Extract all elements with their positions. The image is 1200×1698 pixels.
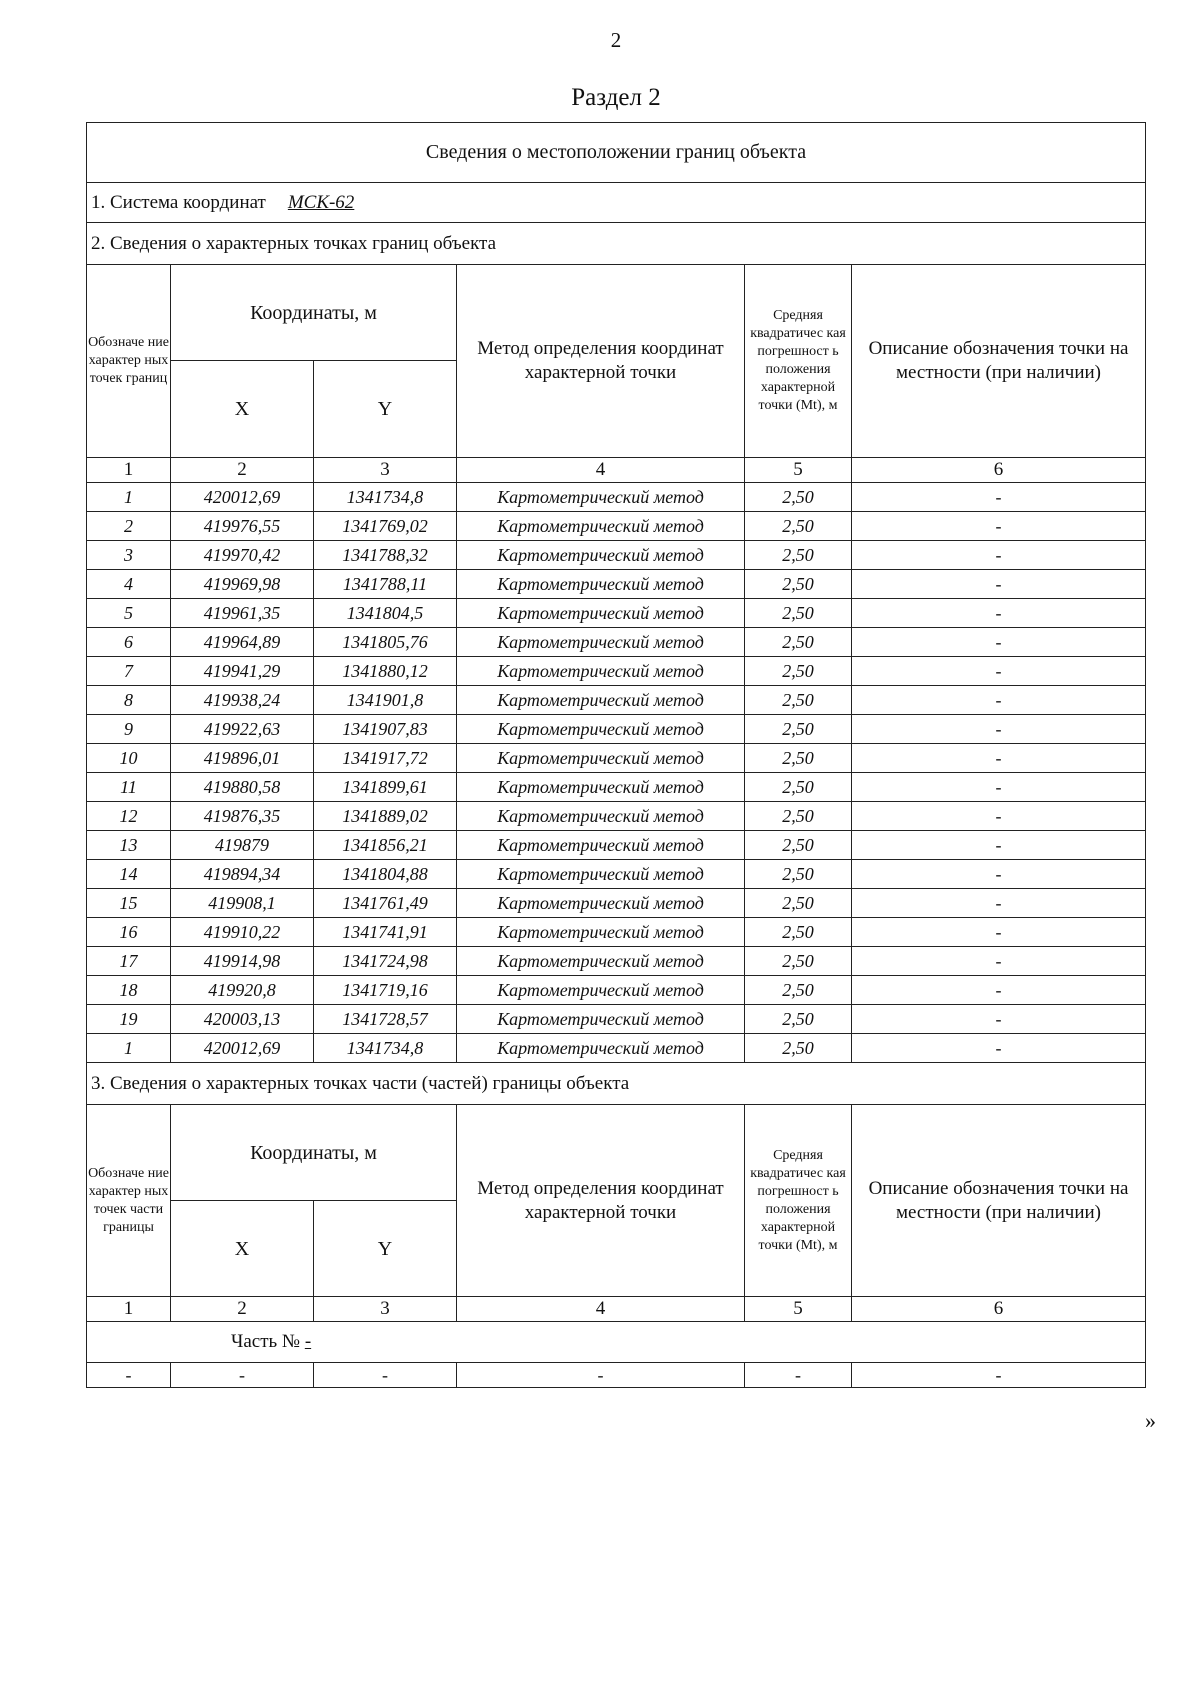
method-cell: Картометрический метод <box>457 570 745 599</box>
table-row <box>87 628 1146 657</box>
error-value-cell: 2,50 <box>745 628 852 657</box>
method-cell: Картометрический метод <box>457 512 745 541</box>
coord-y-cell: 1341899,61 <box>314 773 457 802</box>
point-number-cell: 4 <box>87 570 171 599</box>
boundary-column-number: 2 <box>171 458 314 483</box>
part-empty-cell: - <box>171 1363 314 1388</box>
coord-y-cell: 1341856,21 <box>314 831 457 860</box>
coord-y-cell: 1341734,8 <box>314 483 457 512</box>
description-cell: - <box>852 744 1146 773</box>
part-empty-cell: - <box>457 1363 745 1388</box>
description-cell: - <box>852 628 1146 657</box>
part-number-value: - <box>304 1331 312 1352</box>
part-column-number: 3 <box>314 1297 457 1322</box>
coord-x-cell: 420012,69 <box>171 1034 314 1063</box>
method-cell: Картометрический метод <box>457 1005 745 1034</box>
boundary-column-number: 6 <box>852 458 1146 483</box>
table-row <box>87 686 1146 715</box>
method-cell: Картометрический метод <box>457 686 745 715</box>
boundary-column-number: 5 <box>745 458 852 483</box>
point-number-cell: 11 <box>87 773 171 802</box>
part-header-point-label: Обозначе ние характер ных точек части границы <box>87 1105 171 1297</box>
coord-y-cell: 1341788,32 <box>314 541 457 570</box>
error-value-cell: 2,50 <box>745 744 852 773</box>
point-number-cell: 16 <box>87 918 171 947</box>
coord-x-cell: 419969,98 <box>171 570 314 599</box>
method-cell: Картометрический метод <box>457 541 745 570</box>
description-cell: - <box>852 1034 1146 1063</box>
coord-y-cell: 1341901,8 <box>314 686 457 715</box>
point-number-cell: 18 <box>87 976 171 1005</box>
description-cell: - <box>852 831 1146 860</box>
table-row <box>87 802 1146 831</box>
coord-x-cell: 420012,69 <box>171 483 314 512</box>
error-value-cell: 2,50 <box>745 599 852 628</box>
coord-y-cell: 1341907,83 <box>314 715 457 744</box>
header-error: Средняя квадратичес кая погрешност ь положения характерной точки (Mt), м <box>745 265 852 458</box>
coord-x-cell: 419941,29 <box>171 657 314 686</box>
column-numbers-row <box>87 458 1146 483</box>
boundary-column-number: 4 <box>457 458 745 483</box>
error-value-cell: 2,50 <box>745 860 852 889</box>
header-point-label: Обозначе ние характер ных точек границ <box>87 265 171 458</box>
error-value-cell: 2,50 <box>745 512 852 541</box>
error-value-cell: 2,50 <box>745 1005 852 1034</box>
coord-x-cell: 419910,22 <box>171 918 314 947</box>
coord-y-cell: 1341889,02 <box>314 802 457 831</box>
page-number: 2 <box>610 28 622 52</box>
coord-y-cell: 1341724,98 <box>314 947 457 976</box>
coordinate-system-value: МСК-62 <box>287 191 355 213</box>
description-cell: - <box>852 483 1146 512</box>
coord-x-cell: 419896,01 <box>171 744 314 773</box>
coord-y-cell: 1341804,88 <box>314 860 457 889</box>
part-empty-cell: - <box>87 1363 171 1388</box>
error-value-cell: 2,50 <box>745 715 852 744</box>
table-row <box>87 541 1146 570</box>
coord-y-cell: 1341805,76 <box>314 628 457 657</box>
coord-x-cell: 419922,63 <box>171 715 314 744</box>
error-value-cell: 2,50 <box>745 483 852 512</box>
point-number-cell: 8 <box>87 686 171 715</box>
table-row <box>87 831 1146 860</box>
description-cell: - <box>852 860 1146 889</box>
coord-y-cell: 1341734,8 <box>314 1034 457 1063</box>
coord-y-cell: 1341728,57 <box>314 1005 457 1034</box>
coord-y-cell: 1341741,91 <box>314 918 457 947</box>
point-number-cell: 14 <box>87 860 171 889</box>
coord-x-cell: 419894,34 <box>171 860 314 889</box>
method-cell: Картометрический метод <box>457 889 745 918</box>
coord-y-cell: 1341804,5 <box>314 599 457 628</box>
method-cell: Картометрический метод <box>457 744 745 773</box>
coord-x-cell: 419970,42 <box>171 541 314 570</box>
table-title: Сведения о местоположении границ объекта <box>87 123 1146 183</box>
point-number-cell: 7 <box>87 657 171 686</box>
table-row <box>87 947 1146 976</box>
point-number-cell: 6 <box>87 628 171 657</box>
table-row <box>87 715 1146 744</box>
description-cell: - <box>852 1005 1146 1034</box>
part-column-number: 1 <box>87 1297 171 1322</box>
coord-x-cell: 419914,98 <box>171 947 314 976</box>
table-row <box>87 889 1146 918</box>
table-row <box>87 976 1146 1005</box>
method-cell: Картометрический метод <box>457 599 745 628</box>
point-number-cell: 19 <box>87 1005 171 1034</box>
part-header-x: X <box>171 1201 314 1297</box>
section-title: Раздел 2 <box>571 84 661 111</box>
error-value-cell: 2,50 <box>745 773 852 802</box>
header-coordinates: Координаты, м <box>171 265 457 361</box>
part-column-number: 4 <box>457 1297 745 1322</box>
point-number-cell: 12 <box>87 802 171 831</box>
part-header-error: Средняя квадратичес кая погрешност ь положения характерной точки (Mt), м <box>745 1105 852 1297</box>
description-cell: - <box>852 570 1146 599</box>
coord-x-cell: 419876,35 <box>171 802 314 831</box>
error-value-cell: 2,50 <box>745 976 852 1005</box>
coord-x-cell: 419880,58 <box>171 773 314 802</box>
part-header-coordinates: Координаты, м <box>171 1105 457 1201</box>
description-cell: - <box>852 686 1146 715</box>
method-cell: Картометрический метод <box>457 831 745 860</box>
method-cell: Картометрический метод <box>457 802 745 831</box>
part-header-y: Y <box>314 1201 457 1297</box>
error-value-cell: 2,50 <box>745 802 852 831</box>
coord-y-cell: 1341788,11 <box>314 570 457 599</box>
part-points-heading: 3. Сведения о характерных точках части (частей) границы объекта <box>87 1063 1146 1105</box>
part-column-number: 2 <box>171 1297 314 1322</box>
table-row <box>87 744 1146 773</box>
description-cell: - <box>852 773 1146 802</box>
point-number-cell: 5 <box>87 599 171 628</box>
table-row <box>87 483 1146 512</box>
error-value-cell: 2,50 <box>745 686 852 715</box>
method-cell: Картометрический метод <box>457 657 745 686</box>
method-cell: Картометрический метод <box>457 860 745 889</box>
description-cell: - <box>852 889 1146 918</box>
coord-y-cell: 1341719,16 <box>314 976 457 1005</box>
description-cell: - <box>852 715 1146 744</box>
point-number-cell: 13 <box>87 831 171 860</box>
point-number-cell: 2 <box>87 512 171 541</box>
description-cell: - <box>852 802 1146 831</box>
part-empty-row <box>87 1363 1146 1388</box>
point-number-cell: 3 <box>87 541 171 570</box>
point-number-cell: 9 <box>87 715 171 744</box>
coord-x-cell: 419938,24 <box>171 686 314 715</box>
table-row <box>87 512 1146 541</box>
part-header-method: Метод определения координат характерной точки <box>457 1105 745 1297</box>
coord-y-cell: 1341761,49 <box>314 889 457 918</box>
table-row <box>87 1005 1146 1034</box>
part-header-description: Описание обозначения точки на местности (при наличии) <box>852 1105 1146 1297</box>
description-cell: - <box>852 657 1146 686</box>
table-row <box>87 918 1146 947</box>
method-cell: Картометрический метод <box>457 628 745 657</box>
method-cell: Картометрический метод <box>457 918 745 947</box>
part-number-label: Часть № <box>231 1331 301 1352</box>
coord-y-cell: 1341917,72 <box>314 744 457 773</box>
part-column-numbers-row <box>87 1297 1146 1322</box>
error-value-cell: 2,50 <box>745 831 852 860</box>
coordinate-system-label: 1. Система координат <box>91 191 266 213</box>
coord-x-cell: 419879 <box>171 831 314 860</box>
table-row <box>87 773 1146 802</box>
description-cell: - <box>852 512 1146 541</box>
coord-x-cell: 419920,8 <box>171 976 314 1005</box>
point-number-cell: 10 <box>87 744 171 773</box>
error-value-cell: 2,50 <box>745 657 852 686</box>
part-column-number: 6 <box>852 1297 1146 1322</box>
point-number-cell: 1 <box>87 1034 171 1063</box>
point-number-cell: 1 <box>87 483 171 512</box>
table-row <box>87 860 1146 889</box>
error-value-cell: 2,50 <box>745 1034 852 1063</box>
description-cell: - <box>852 541 1146 570</box>
coord-y-cell: 1341880,12 <box>314 657 457 686</box>
header-method: Метод определения координат характерной точки <box>457 265 745 458</box>
error-value-cell: 2,50 <box>745 541 852 570</box>
table-row <box>87 1034 1146 1063</box>
part-empty-cell: - <box>745 1363 852 1388</box>
boundary-column-number: 1 <box>87 458 171 483</box>
description-cell: - <box>852 918 1146 947</box>
method-cell: Картометрический метод <box>457 976 745 1005</box>
coord-x-cell: 420003,13 <box>171 1005 314 1034</box>
description-cell: - <box>852 976 1146 1005</box>
error-value-cell: 2,50 <box>745 947 852 976</box>
part-empty-cell: - <box>852 1363 1146 1388</box>
table-row <box>87 599 1146 628</box>
point-number-cell: 15 <box>87 889 171 918</box>
error-value-cell: 2,50 <box>745 918 852 947</box>
error-value-cell: 2,50 <box>745 570 852 599</box>
coordinate-system-row <box>87 183 1146 223</box>
boundary-points-heading: 2. Сведения о характерных точках границ объекта <box>87 223 1146 265</box>
header-description: Описание обозначения точки на местности (при наличии) <box>852 265 1146 458</box>
boundary-column-number: 3 <box>314 458 457 483</box>
table-row <box>87 657 1146 686</box>
part-empty-cell: - <box>314 1363 457 1388</box>
coord-x-cell: 419961,35 <box>171 599 314 628</box>
part-number-row <box>87 1322 1146 1363</box>
description-cell: - <box>852 599 1146 628</box>
method-cell: Картометрический метод <box>457 947 745 976</box>
method-cell: Картометрический метод <box>457 1034 745 1063</box>
closing-quote: » <box>1145 1408 1156 1433</box>
header-x: X <box>171 361 314 458</box>
description-cell: - <box>852 947 1146 976</box>
coord-x-cell: 419908,1 <box>171 889 314 918</box>
header-y: Y <box>314 361 457 458</box>
boundary-table <box>86 122 1146 1388</box>
coord-x-cell: 419964,89 <box>171 628 314 657</box>
error-value-cell: 2,50 <box>745 889 852 918</box>
point-number-cell: 17 <box>87 947 171 976</box>
method-cell: Картометрический метод <box>457 483 745 512</box>
method-cell: Картометрический метод <box>457 773 745 802</box>
coord-x-cell: 419976,55 <box>171 512 314 541</box>
table-row <box>87 570 1146 599</box>
coord-y-cell: 1341769,02 <box>314 512 457 541</box>
part-column-number: 5 <box>745 1297 852 1322</box>
method-cell: Картометрический метод <box>457 715 745 744</box>
